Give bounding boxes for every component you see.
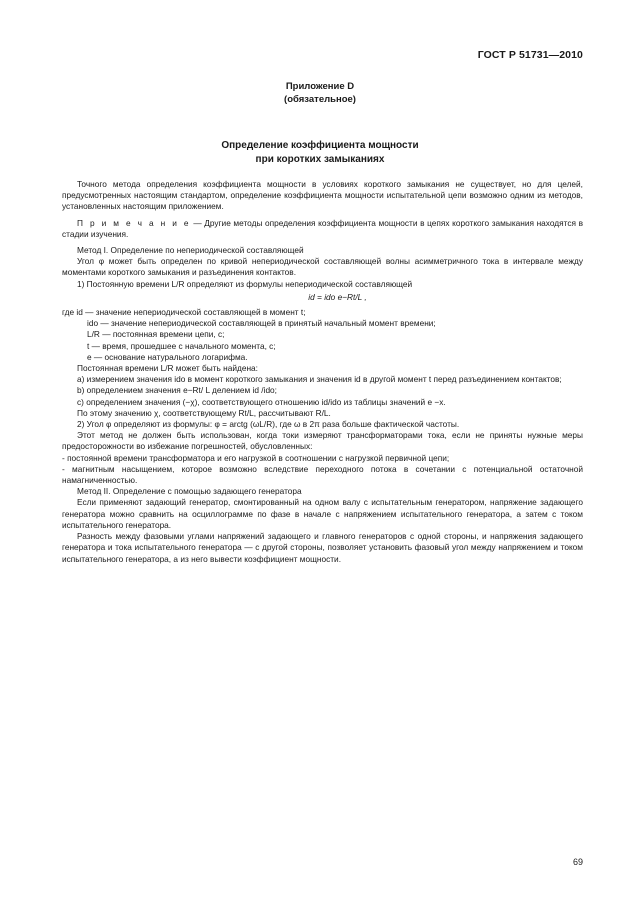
section-title: [60, 139, 580, 167]
method-1-paragraph-3: Постоянная времени L/R может быть найдена:: [77, 363, 258, 374]
intro-paragraph: Точного метода определения коэффициента мощности в условиях короткого замыкания не существует, но для целей, предусмотренных настоящим стандартом, определение коэффициента мощности испытательной цепи возможно одним из методов, установленных настоящим приложением.: [62, 179, 583, 212]
method-1-paragraph-6: Этот метод не должен быть использован, когда токи измеряют трансформаторами тока, если не приняты нужные меры предосторожности во избежание погрешностей, обусловленных:: [62, 430, 583, 452]
method-1-paragraph-2: 1) Постоянную времени L/R определяют из формулы непериодической составляющей: [77, 278, 413, 289]
method-1-paragraph-4: По этому значению χ, соответствующему Rt/L, рассчитывают R/L.: [77, 407, 331, 418]
method-1-paragraph-5: 2) Угол φ определяют из формулы: φ = arctg (ωL/R), где ω в 2π раза больше фактической частоты.: [77, 419, 460, 430]
appendix-heading: [60, 80, 580, 106]
method-1-paragraph-1: Угол φ может быть определен по кривой непериодической составляющей волны асимметричного тока в интервале между моментами короткого замыкания и разъединения контактов.: [62, 256, 583, 278]
method-2-paragraph-1: Если применяют задающий генератор, смонтированный на одном валу с испытательным генератором, напряжение задающего генератора можно сравнить на осциллограмме по фазе в начале с напряжением испытательного генератора, а затем с током испытательного генератора.: [62, 497, 583, 530]
page-number: 69: [572, 857, 583, 867]
where-line-1: где id — значение непериодической составляющей в момент t;: [62, 307, 306, 318]
section-title-line-1: Определение коэффициента мощности: [221, 140, 419, 151]
standard-number: ГОСТ Р 51731—2010: [477, 49, 583, 61]
appendix-title: Приложение D: [285, 81, 355, 92]
method-1-title: Метод I. Определение по непериодической составляющей: [77, 245, 304, 256]
section-title-line-2: при коротких замыканиях: [255, 154, 385, 165]
item-c: с) определением значения (−χ), соответствующего отношению id/ido из таблицы значений e −x.: [77, 396, 446, 407]
where-list: [62, 318, 583, 363]
note-label: П р и м е ч а н и е: [77, 217, 191, 228]
note-text: — Другие методы определения коэффициента мощности в цепях короткого замыкания находятся в стадии изучения.: [62, 217, 583, 239]
note-paragraph: [62, 218, 583, 240]
where-line-3: L/R — постоянная времени цепи, с;: [87, 329, 225, 340]
where-line-4: t — время, прошедшее с начального момента, с;: [87, 340, 276, 351]
dash-item-2: - магнитным насыщением, которое возможно вследствие переходного потока в сочетании с потенциальной остаточной намагниченностью.: [62, 463, 583, 486]
appendix-status: (обязательное): [284, 94, 356, 105]
where-line-2: ido — значение непериодической составляющей в принятый начальный момент времени;: [87, 318, 436, 329]
method-2-title: Метод II. Определение с помощью задающего генератора: [77, 486, 302, 497]
where-line-5: e — основание натурального логарифма.: [87, 351, 248, 362]
method-2-paragraph-2: Разность между фазовыми углами напряжений задающего и главного генераторов с одной стороны, и напряжения задающего генератора и тока испытательного генератора — с другой стороны, позволяет установить фазовый угол между напряжением и током испытательного генератора, а из него вывести коэффициент мощности.: [62, 531, 583, 564]
document-body: [62, 179, 583, 565]
formula: id = ido e−Rt/L ,: [308, 291, 367, 302]
dash-item-1: - постоянной времени трансформатора и его нагрузкой в соотношении с нагрузкой первичной цепи;: [62, 452, 450, 463]
item-b: b) определением значения e−Rt/ L делением id /ido;: [77, 385, 277, 396]
item-a: а) измерением значения ido в момент короткого замыкания и значения id в другой момент t перед разъединением контактов;: [77, 374, 562, 385]
